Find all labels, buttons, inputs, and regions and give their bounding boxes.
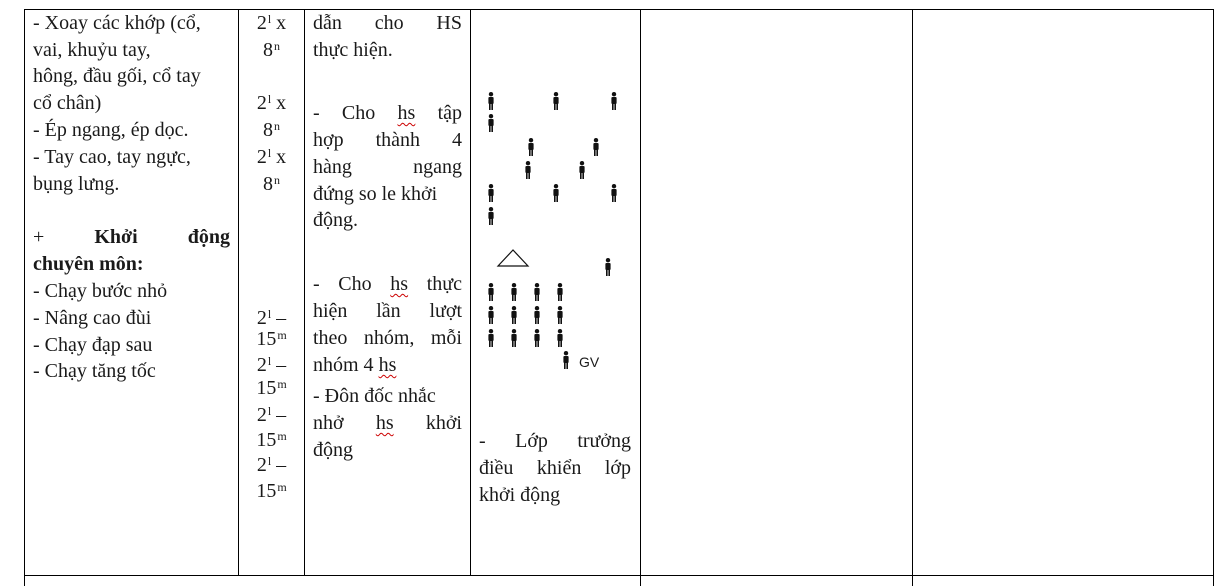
- organization-line: điều khiển lớp: [479, 457, 631, 479]
- student-icon: [525, 161, 530, 179]
- content-line: cổ chân): [33, 92, 102, 114]
- organization-line: - Lớp trưởng: [479, 430, 631, 452]
- content-line: bụng lưng.: [33, 173, 120, 195]
- dosage-time: 2$^l$ –: [256, 307, 287, 329]
- student-icon: [488, 92, 493, 110]
- content-line: vai, khuỷu tay,: [33, 39, 151, 61]
- activity-line: động.: [313, 209, 358, 231]
- activity-line: thực hiện.: [313, 39, 393, 61]
- content-line: - Nâng cao đùi: [33, 307, 152, 329]
- dosage-time: 15$^m$: [256, 429, 287, 451]
- dosage-time: 2$^l$ –: [256, 404, 287, 426]
- dosage-time: 15$^m$: [256, 328, 287, 350]
- organization-line: khởi động: [479, 484, 561, 506]
- student-icon: [611, 184, 616, 202]
- col-divider-2: [304, 9, 305, 576]
- empty-cell-6: [913, 10, 1213, 575]
- dosage-reps: 2$^l$ x: [256, 146, 287, 168]
- content-line: - Ép ngang, ép dọc.: [33, 119, 189, 141]
- activity-line: - Cho hs tập: [313, 102, 462, 124]
- activity-line: đứng so le khởi: [313, 183, 438, 205]
- student-icon: [488, 283, 493, 301]
- heading-word: +: [33, 226, 45, 248]
- activity-line: nhóm 4 hs: [313, 354, 397, 376]
- student-icon: [557, 329, 562, 347]
- dosage-time: 2$^l$ –: [256, 454, 287, 476]
- empty-cell-5: [641, 10, 912, 575]
- content-line: - Tay cao, tay ngực,: [33, 146, 191, 168]
- activity-line: dẫn cho HS: [313, 12, 462, 34]
- student-icon: [553, 184, 558, 202]
- student-icon: [593, 138, 598, 156]
- teacher-label: GV: [579, 354, 600, 370]
- heading-word: Khởi: [94, 226, 138, 248]
- student-icon: [579, 161, 584, 179]
- student-icon: [553, 92, 558, 110]
- activity-line: theo nhóm, mỗi: [313, 327, 462, 349]
- activity-line: - Đôn đốc nhắc: [313, 385, 436, 407]
- content-line: - Chạy bước nhỏ: [33, 280, 168, 302]
- student-icon: [511, 283, 516, 301]
- dosage-time: 15$^m$: [256, 480, 287, 502]
- student-icon: [557, 283, 562, 301]
- dosage-reps: 8$^n$: [263, 173, 280, 195]
- start-marker-triangle: [498, 250, 528, 266]
- dosage-reps: 8$^n$: [263, 39, 280, 61]
- heading-word: động: [187, 226, 230, 248]
- student-icon: [488, 306, 493, 324]
- table-bottom-border: [24, 575, 1214, 576]
- student-icon: [488, 207, 493, 225]
- activity-line: hiện lần lượt: [313, 300, 462, 322]
- formation-diagram: [470, 80, 640, 370]
- content-line: - Xoay các khớp (cổ,: [33, 12, 201, 34]
- student-icon: [557, 306, 562, 324]
- dosage-reps: 2$^l$ x: [256, 92, 287, 114]
- dosage-reps: 2$^l$ x: [256, 12, 287, 34]
- content-line: hông, đầu gối, cổ tay: [33, 65, 201, 87]
- student-icon: [488, 184, 493, 202]
- student-icon: [534, 306, 539, 324]
- section-heading: [33, 224, 230, 251]
- dosage-time: 15$^m$: [256, 377, 287, 399]
- activity-line: nhở hs khởi: [313, 412, 462, 434]
- content-line: - Chạy đạp sau: [33, 334, 153, 356]
- student-icon: [511, 306, 516, 324]
- class-leader-icon: [605, 258, 610, 276]
- student-icon: [488, 114, 493, 132]
- teacher-icon: [563, 351, 568, 369]
- student-icon: [534, 329, 539, 347]
- activity-line: hàng ngang: [313, 156, 462, 178]
- dosage-time: 2$^l$ –: [256, 354, 287, 376]
- activity-line: - Cho hs thực: [313, 273, 462, 295]
- table-left-border: [24, 9, 25, 586]
- student-icon: [511, 329, 516, 347]
- student-icon: [611, 92, 616, 110]
- student-icon: [528, 138, 533, 156]
- table-right-border: [1213, 9, 1214, 586]
- section-heading-line2: chuyên môn:: [33, 253, 144, 275]
- activity-line: động: [313, 439, 353, 461]
- student-icon: [488, 329, 493, 347]
- student-icon: [534, 283, 539, 301]
- dosage-reps: 8$^n$: [263, 119, 280, 141]
- activity-line: hợp thành 4: [313, 129, 462, 151]
- content-line: - Chạy tăng tốc: [33, 360, 156, 382]
